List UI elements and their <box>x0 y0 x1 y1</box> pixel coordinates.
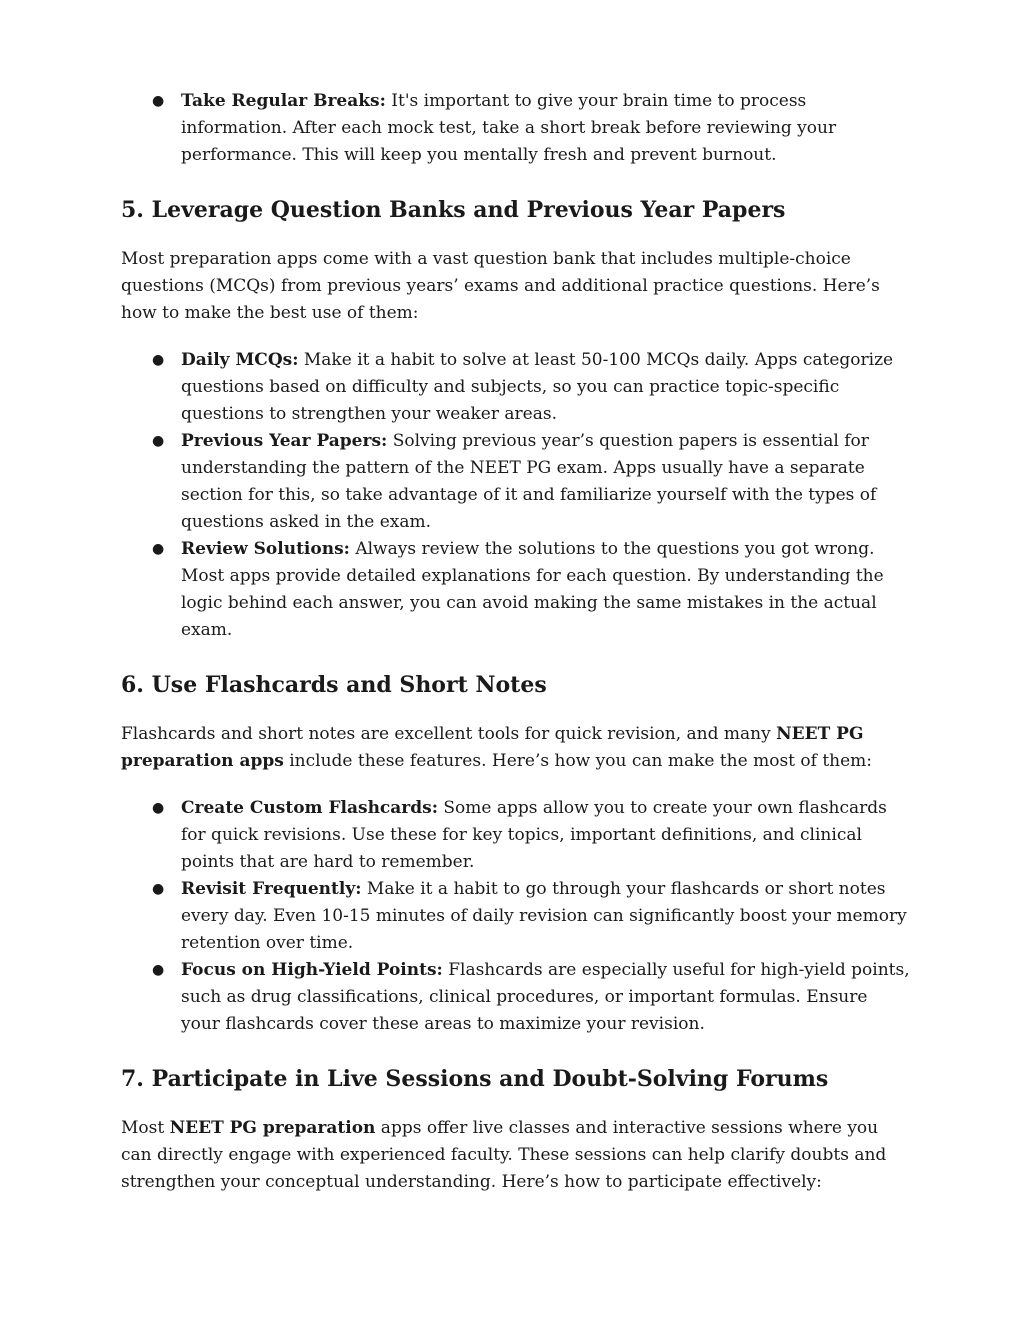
intro-text: include these features. Here’s how you can make the most of them: <box>283 751 873 771</box>
list-item-text: Make it a habit to solve at least 50-100 MCQs daily. Apps categorize questions based on difficulty and subjects, so you can practice topic-specific questions to strengthen your weaker areas. <box>181 350 894 424</box>
intro-bold-text: NEET PG preparation apps <box>121 724 864 771</box>
list-item-title: Focus on High-Yield Points: <box>181 960 443 980</box>
section-intro-5: Most preparation apps come with a vast question bank that includes multiple-choice questions (MCQs) from previous years’ exams and additional practice questions. Here’s how to make the best use of them: <box>121 249 880 323</box>
list-item <box>152 428 911 536</box>
intro-bold-text: NEET PG preparation <box>169 1118 376 1138</box>
list-item <box>152 536 911 644</box>
section-heading-6: 6. Use Flashcards and Short Notes <box>121 672 547 698</box>
list-item-title: Take Regular Breaks: <box>181 91 386 111</box>
list-item-text: Some apps allow you to create your own flashcards for quick revisions. Use these for key topics, important definitions, and clinical points that are hard to remember. <box>181 798 887 872</box>
list-item-text: Solving previous year’s question papers is essential for understanding the pattern of the NEET PG exam. Apps usually have a separate section for this, so take advantage of it and familiarize yourself with the types of questions asked in the exam. <box>181 431 877 532</box>
bullet-icon: ● <box>152 881 165 897</box>
bullet-list-breaks <box>121 88 911 169</box>
bullet-icon: ● <box>152 800 165 816</box>
list-item-title: Revisit Frequently: <box>181 879 362 899</box>
section-intro-7 <box>121 1115 911 1196</box>
bullet-icon: ● <box>152 433 165 449</box>
list-item <box>152 957 911 1038</box>
bullet-icon: ● <box>152 352 165 368</box>
list-item-text: It's important to give your brain time to process information. After each mock test, take a short break before reviewing your performance. This will keep you mentally fresh and prevent burnout. <box>181 91 837 165</box>
list-item-text: Always review the solutions to the questions you got wrong. Most apps provide detailed explanations for each question. By understanding the logic behind each answer, you can avoid making the same mistakes in the actual exam. <box>181 539 884 640</box>
section-heading-5: 5. Leverage Question Banks and Previous Year Papers <box>121 197 786 223</box>
section-heading-7: 7. Participate in Live Sessions and Doubt-Solving Forums <box>121 1066 829 1092</box>
document-page <box>121 88 911 1196</box>
list-item <box>152 88 911 169</box>
intro-text: Most <box>121 1118 170 1138</box>
list-item-title: Daily MCQs: <box>181 350 299 370</box>
bullet-icon: ● <box>152 962 165 978</box>
list-item-text: Flashcards are especially useful for high-yield points, such as drug classifications, clinical procedures, or important formulas. Ensure your flashcards cover these areas to maximize your revision. <box>181 960 910 1034</box>
list-item <box>152 876 911 957</box>
bullet-icon: ● <box>152 93 165 109</box>
list-item-title: Review Solutions: <box>181 539 350 559</box>
bullet-list-flashcards <box>121 795 911 1038</box>
intro-text: Flashcards and short notes are excellent tools for quick revision, and many <box>121 724 777 744</box>
list-item <box>152 795 911 876</box>
list-item-title: Previous Year Papers: <box>181 431 388 451</box>
intro-text: apps offer live classes and interactive sessions where you can directly engage with experienced faculty. These sessions can help clarify doubts and strengthen your conceptual understanding. Here’s how to participate effectively: <box>121 1118 887 1192</box>
bullet-icon: ● <box>152 541 165 557</box>
section-intro-6 <box>121 721 911 775</box>
list-item <box>152 347 911 428</box>
bullet-list-question-banks <box>121 347 911 644</box>
list-item-text: Make it a habit to go through your flashcards or short notes every day. Even 10-15 minutes of daily revision can significantly boost your memory retention over time. <box>181 879 907 953</box>
list-item-title: Create Custom Flashcards: <box>181 798 438 818</box>
